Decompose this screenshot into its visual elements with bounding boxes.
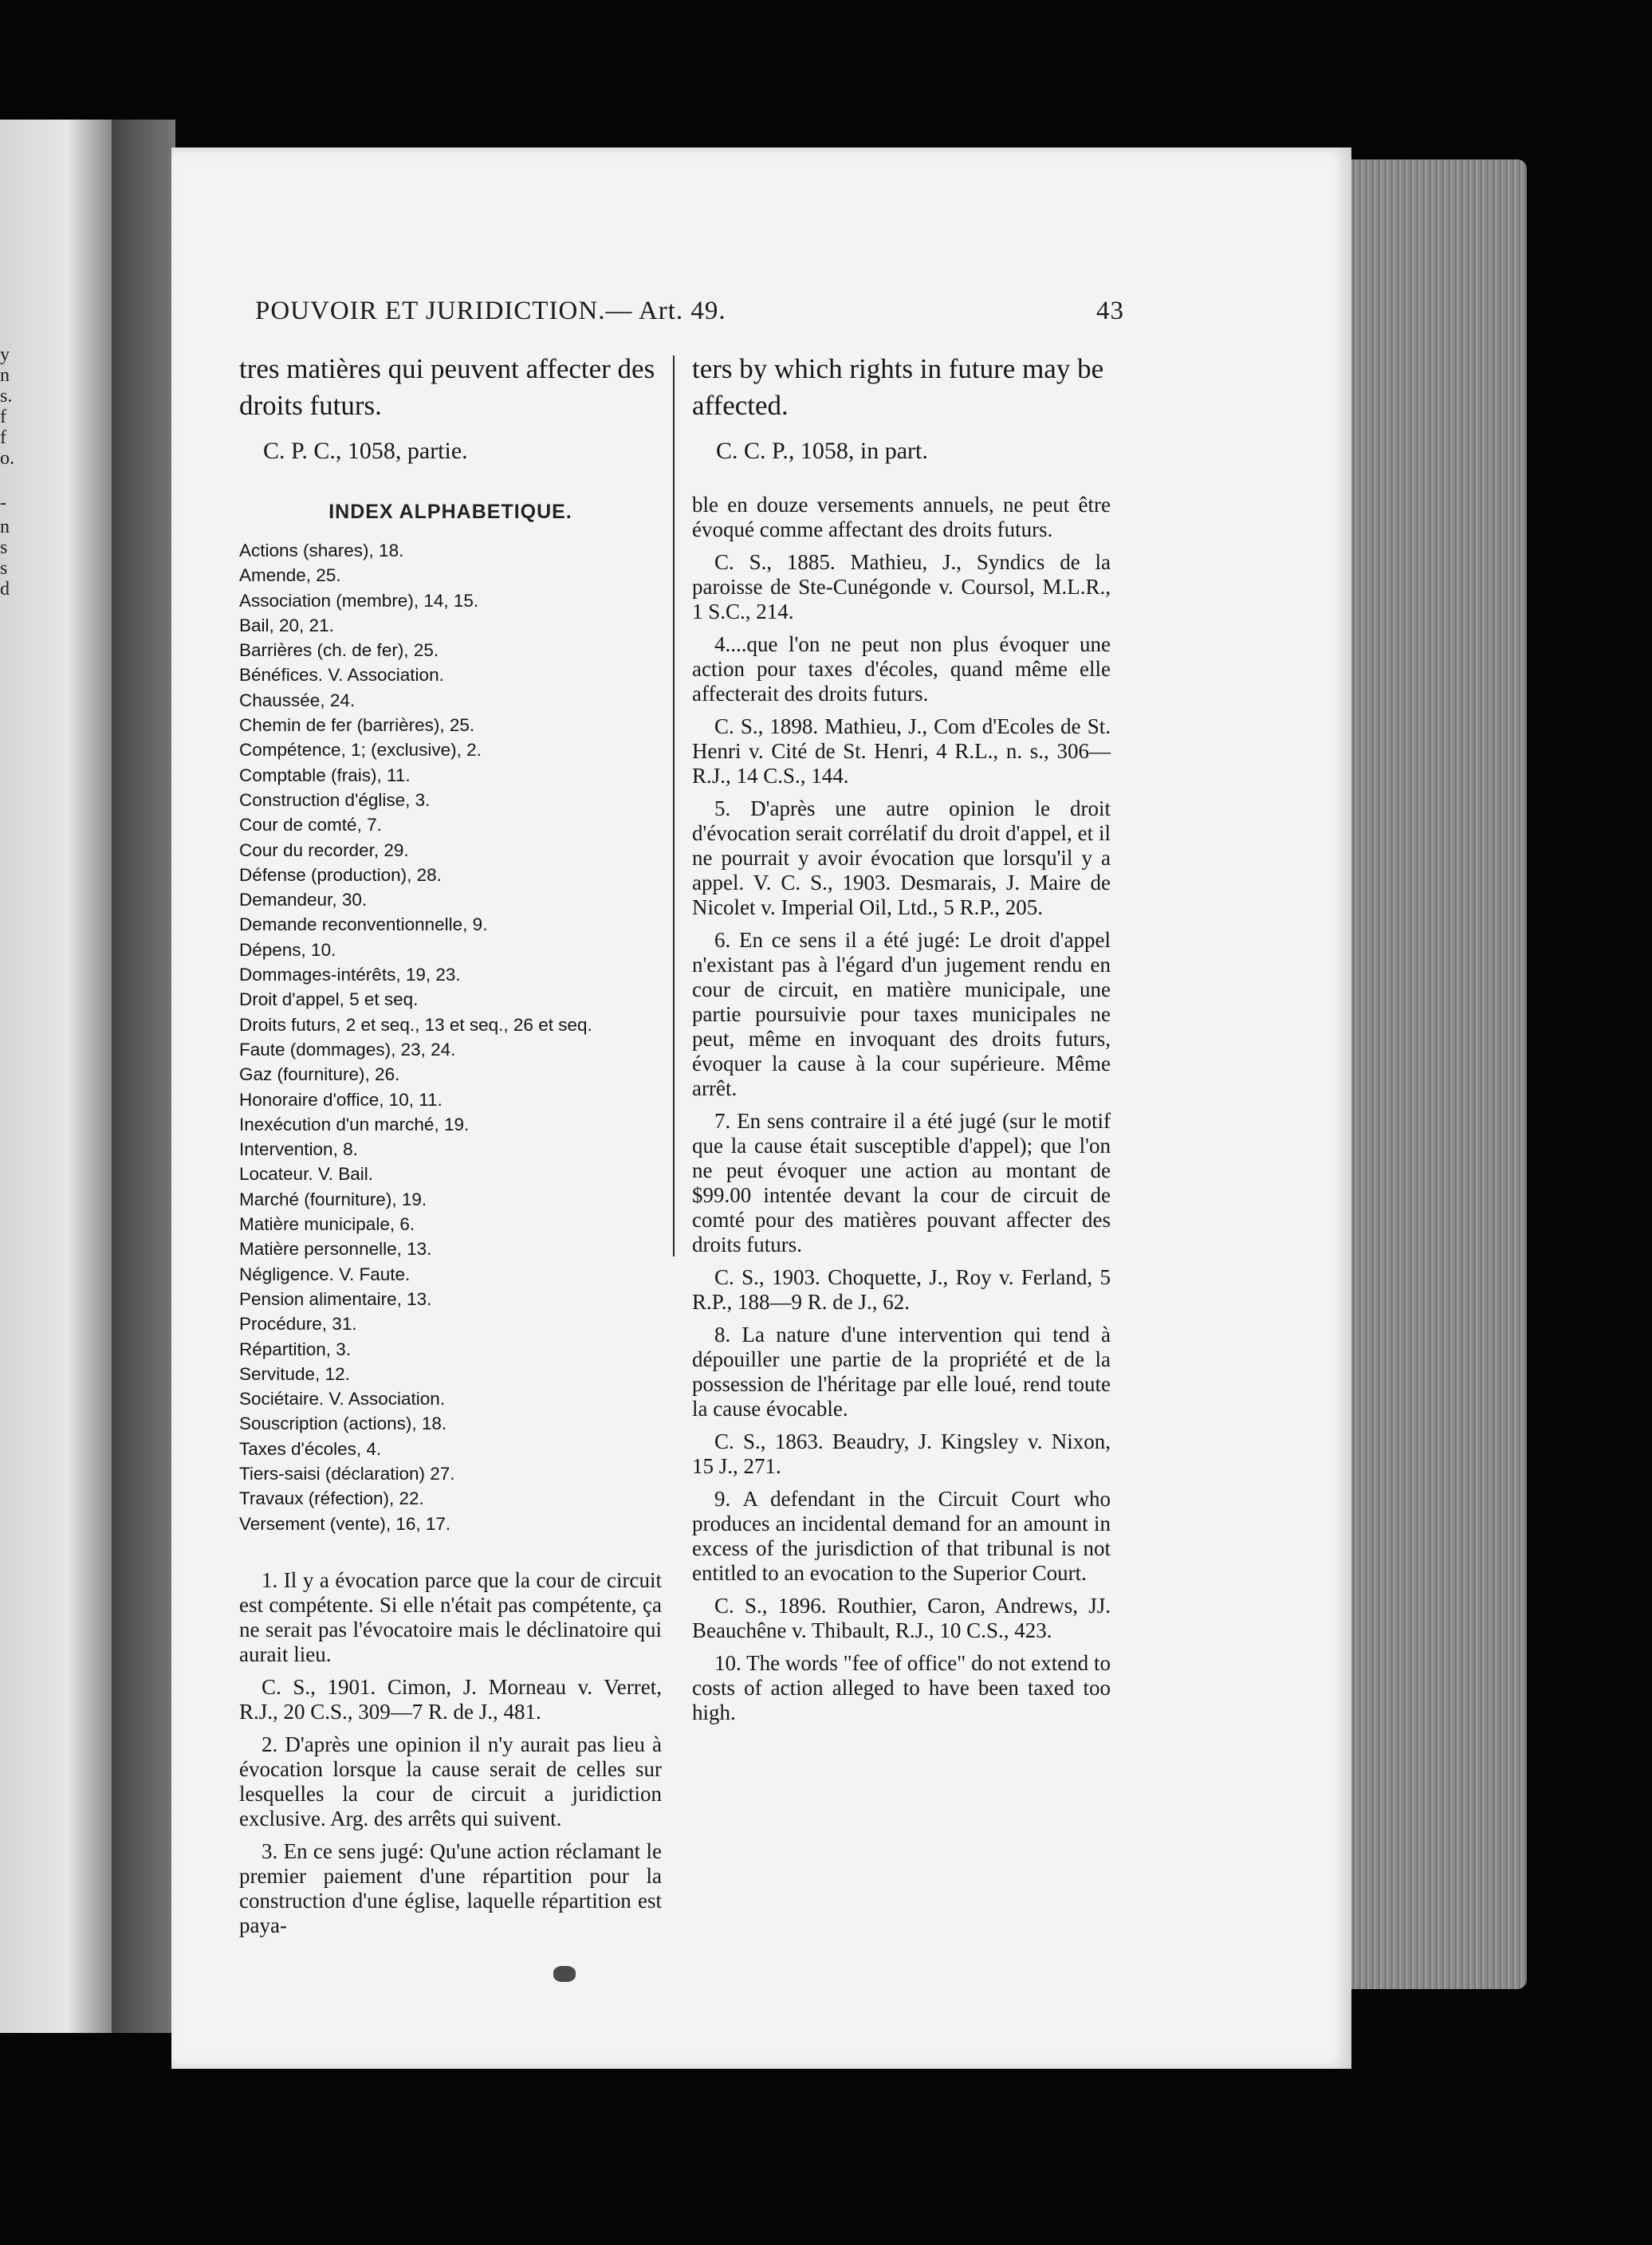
- note-citation: C. S., 1863. Beaudry, J. Kingsley v. Nixon, 15 J., 271.: [692, 1429, 1111, 1478]
- note-paragraph: 8. La nature d'une intervention qui tend à dépouiller une partie de la propriété et de la possession de l'héritage par elle loué, rend toute la cause évocable.: [692, 1323, 1111, 1421]
- note-paragraph: 7. En sens contraire il a été jugé (sur le motif que la cause était susceptible d'appel); que l'on ne peut évoquer une action au montant de $99.00 intentée devant la cour de circuit de comté pour des matières pouvant affecter des droits futurs.: [692, 1109, 1111, 1256]
- index-entry: Sociétaire. V. Association.: [239, 1389, 446, 1410]
- index-entry: Cour de comté, 7.: [239, 815, 382, 835]
- note-citation: C. S., 1901. Cimon, J. Morneau v. Verret, R.J., 20 C.S., 309—7 R. de J., 481.: [239, 1674, 662, 1724]
- index-entry: Procédure, 31.: [239, 1314, 357, 1335]
- index-entry: Association (membre), 14, 15.: [239, 590, 479, 611]
- index-entry: Locateur. V. Bail.: [239, 1164, 374, 1185]
- note-paragraph: 4....que l'on ne peut non plus évoquer une action pour taxes d'écoles, quand même elle affecterait des droits futurs.: [692, 632, 1111, 706]
- column-rule: [673, 356, 675, 1256]
- facing-page: [0, 120, 112, 2033]
- alphabetical-index: [239, 538, 662, 1536]
- right-column: [692, 351, 1111, 1733]
- index-entry: Comptable (frais), 11.: [239, 765, 411, 785]
- right-notes: [692, 493, 1111, 1725]
- index-entry: Intervention, 8.: [239, 1139, 358, 1160]
- note-citation: C. S., 1885. Mathieu, J., Syndics de la paroisse de Ste-Cunégonde v. Coursol, M.L.R., 1 S.C., 214.: [692, 550, 1111, 623]
- facing-page-fragment: f: [0, 407, 6, 427]
- note-paragraph: 5. D'après une autre opinion le droit d'évocation serait corrélatif du droit d'appel, et il ne pourrait y avoir évocation que lorsqu'il y a appel. V. C. S., 1903. Desmarais, J. Maire de Nicolet v. Imperial Oil, Ltd., 5 R.P., 205.: [692, 796, 1111, 919]
- facing-page-fragment: d: [0, 579, 10, 600]
- note-citation: C. S., 1898. Mathieu, J., Com d'Ecoles de St. Henri v. Cité de St. Henri, 4 R.L., n. s., 306—R.J., 14 C.S., 144.: [692, 714, 1111, 788]
- index-entry: Marché (fourniture), 19.: [239, 1189, 427, 1209]
- index-entry: Tiers-saisi (déclaration) 27.: [239, 1463, 455, 1484]
- note-paragraph: 2. D'après une opinion il n'y aurait pas lieu à évocation lorsque la cause serait de celles sur lesquelles la cour de circuit a juridiction exclusive. Arg. des arrêts qui suivent.: [239, 1732, 662, 1830]
- facing-page-fragment: o.: [0, 448, 14, 469]
- index-entry: Gaz (fourniture), 26.: [239, 1064, 400, 1085]
- note-paragraph: 6. En ce sens il a été jugé: Le droit d'appel n'existant pas à l'égard d'un jugement rendu en cour de circuit, en matière municipale, une partie poursuivie pour taxes municipales ne peut, même en invoquant des droits futurs, évoquer la cause à la cour supérieure. Même arrêt.: [692, 928, 1111, 1100]
- index-entry: Droits futurs, 2 et seq., 13 et seq., 26 et seq.: [239, 1014, 592, 1035]
- index-entry: Demandeur, 30.: [239, 890, 368, 910]
- index-entry: Pension alimentaire, 13.: [239, 1288, 432, 1309]
- book-gutter: [112, 120, 175, 2033]
- index-entry: Actions (shares), 18.: [239, 541, 404, 560]
- index-entry: Droit d'appel, 5 et seq.: [239, 989, 419, 1010]
- index-entry: Travaux (réfection), 22.: [239, 1488, 424, 1509]
- facing-page-fragment: s.: [0, 386, 13, 407]
- index-entry: Versement (vente), 16, 17.: [239, 1513, 451, 1534]
- facing-page-fragment: s: [0, 537, 8, 558]
- page-edges: [1351, 159, 1527, 1989]
- index-entry: Faute (dommages), 23, 24.: [239, 1039, 456, 1060]
- facing-page-fragment: -: [0, 493, 6, 513]
- left-code-reference: C. P. C., 1058, partie.: [263, 438, 468, 464]
- index-entry: Matière municipale, 6.: [239, 1214, 415, 1235]
- right-lead-text: ters by which rights in future may be affected.: [692, 353, 1104, 421]
- note-citation: C. S., 1896. Routhier, Caron, Andrews, JJ. Beauchêne v. Thibault, R.J., 10 C.S., 423.: [692, 1594, 1111, 1642]
- index-entry: Compétence, 1; (exclusive), 2.: [239, 740, 482, 761]
- index-entry: Défense (production), 28.: [239, 864, 442, 885]
- index-entry: Chemin de fer (barrières), 25.: [239, 715, 475, 736]
- index-entry: Construction d'église, 3.: [239, 789, 431, 810]
- running-head: [255, 297, 1124, 326]
- page-number: 43: [1096, 297, 1124, 325]
- note-citation: C. S., 1903. Choquette, J., Roy v. Ferland, 5 R.P., 188—9 R. de J., 62.: [692, 1265, 1111, 1314]
- index-title: INDEX ALPHABETIQUE.: [328, 501, 572, 523]
- right-code-reference: C. C. P., 1058, in part.: [716, 438, 928, 464]
- index-entry: Dommages-intérêts, 19, 23.: [239, 965, 461, 985]
- facing-page-fragment: n: [0, 517, 10, 537]
- index-entry: Barrières (ch. de fer), 25.: [239, 640, 439, 661]
- facing-page-fragment: y: [0, 344, 10, 365]
- index-entry: Bénéfices. V. Association.: [239, 665, 444, 686]
- index-entry: Inexécution d'un marché, 19.: [239, 1114, 470, 1134]
- index-entry: Taxes d'écoles, 4.: [239, 1438, 382, 1459]
- index-entry: Dépens, 10.: [239, 939, 336, 960]
- left-lead-text: tres matières qui peuvent affecter des droits futurs.: [239, 353, 655, 421]
- left-notes: [239, 1568, 662, 1938]
- note-paragraph: ble en douze versements annuels, ne peut être évoqué comme affectant des droits futurs.: [692, 493, 1111, 541]
- running-head-title: POUVOIR ET JURIDICTION.— Art. 49.: [255, 297, 726, 325]
- facing-page-fragment: n: [0, 365, 10, 386]
- index-entry: Demande reconventionnelle, 9.: [239, 914, 488, 935]
- note-paragraph: 3. En ce sens jugé: Qu'une action réclamant le premier paiement d'une répartition pour la construction d'une église, laquelle répartition est paya-: [239, 1838, 662, 1937]
- left-column: [239, 351, 662, 1946]
- index-entry: Chaussée, 24.: [239, 690, 356, 710]
- index-entry: Honoraire d'office, 10, 11.: [239, 1089, 442, 1110]
- note-paragraph: 10. The words "fee of office" do not extend to costs of action alleged to have been taxed too high.: [692, 1651, 1111, 1724]
- index-entry: Répartition, 3.: [239, 1339, 352, 1359]
- facing-page-fragment: f: [0, 427, 6, 448]
- index-entry: Négligence. V. Faute.: [239, 1264, 411, 1284]
- note-paragraph: 9. A defendant in the Circuit Court who produces an incidental demand for an amount in excess of the jurisdiction of that tribunal is not entitled to an evocation to the Superior Court.: [692, 1487, 1111, 1585]
- index-entry: Souscription (actions), 18.: [239, 1413, 447, 1434]
- note-paragraph: 1. Il y a évocation parce que la cour de circuit est compétente. Si elle n'était pas compétente, ça ne serait pas l'évocatoire mais le déclinatoire qui aurait lieu.: [239, 1567, 662, 1666]
- index-entry: Matière personnelle, 13.: [239, 1239, 432, 1260]
- ink-blot: [553, 1966, 576, 1982]
- index-entry: Amende, 25.: [239, 565, 341, 586]
- index-entry: Servitude, 12.: [239, 1363, 350, 1384]
- index-entry: Cour du recorder, 29.: [239, 839, 409, 860]
- index-entry: Bail, 20, 21.: [239, 615, 334, 635]
- facing-page-fragment: s: [0, 558, 8, 579]
